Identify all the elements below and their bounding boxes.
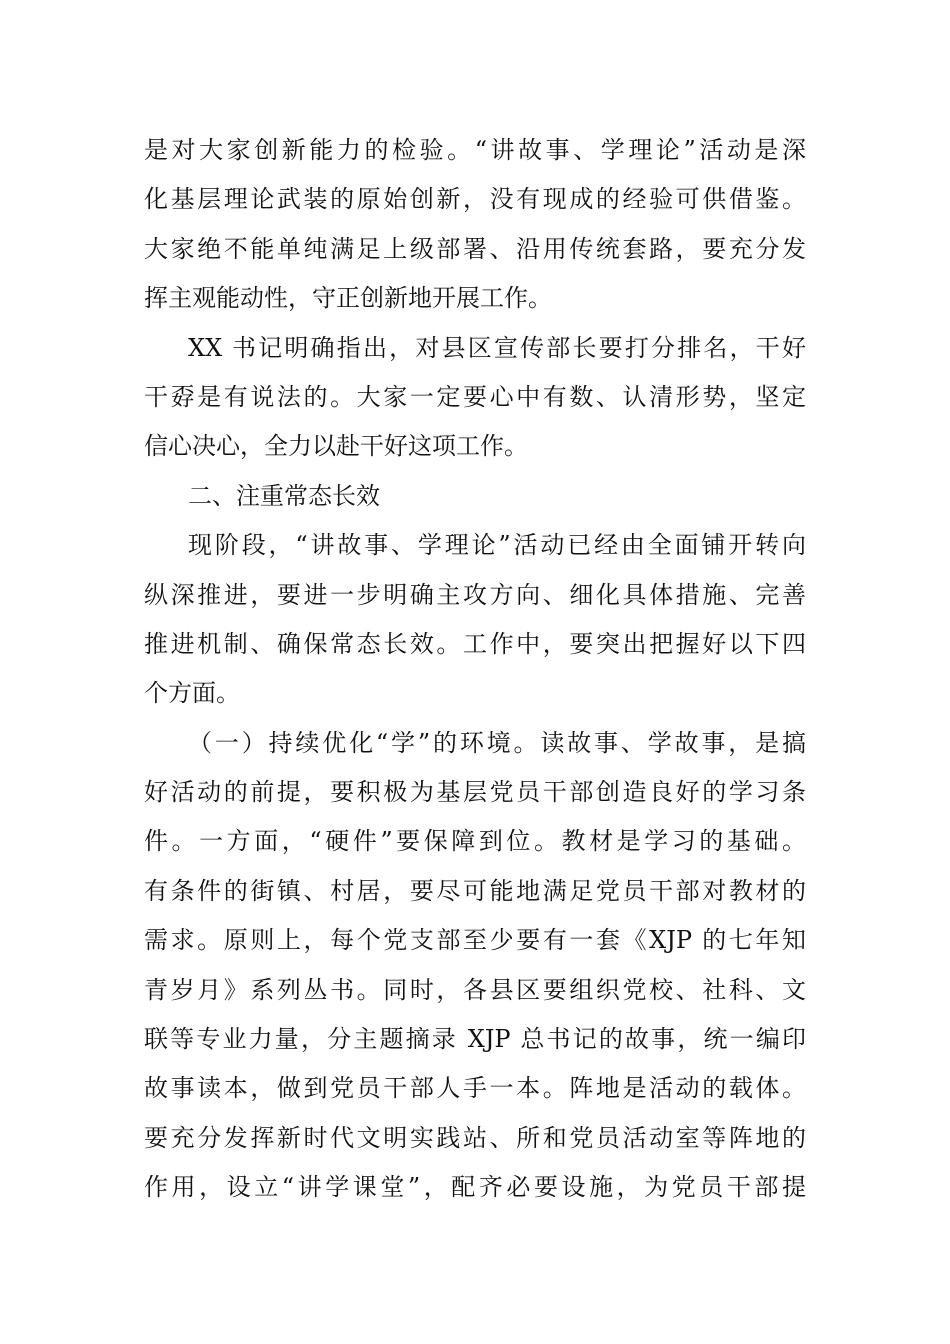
paragraph-line: 好活动的前提，要积极为基层党员干部创造良好的学习条	[144, 778, 806, 807]
paragraph-line: 有条件的街镇、村居，要尽可能地满足党员干部对教材的	[144, 876, 806, 905]
section-heading: 二、注重常态长效	[188, 481, 380, 510]
paragraph-line: 纵深推进，要进一步明确主攻方向、细化具体措施、完善	[144, 580, 806, 609]
paragraph-line: 作用，设立“讲学课堂”，配齐必要设施，为党员干部提	[144, 1173, 806, 1202]
paragraph-line: 推进机制、确保常态长效。工作中，要突出把握好以下四	[144, 629, 806, 658]
paragraph-line: 化基层理论武装的原始创新，没有现成的经验可供借鉴。	[144, 185, 806, 214]
paragraph-line: 青岁月》系列丛书。同时，各县区要组织党校、社科、文	[144, 975, 806, 1004]
paragraph-line: （一）持续优化“学”的环境。读故事、学故事，是搞	[188, 728, 806, 757]
paragraph-line: 挥主观能动性，守正创新地开展工作。	[144, 284, 552, 313]
document-body	[144, 126, 806, 1213]
paragraph-line: 件。一方面，“硬件”要保障到位。教材是学习的基础。	[144, 827, 806, 856]
paragraph-line: 联等专业力量，分主题摘录 XJP 总书记的故事，统一编印	[144, 1025, 806, 1054]
paragraph-line: 故事读本，做到党员干部人手一本。阵地是活动的载体。	[144, 1074, 806, 1103]
paragraph-line: 现阶段，“讲故事、学理论”活动已经由全面铺开转向	[188, 531, 806, 560]
paragraph-line: 需求。原则上，每个党支部至少要有一套《XJP 的七年知	[144, 926, 806, 955]
paragraph-line: 个方面。	[144, 679, 240, 708]
paragraph-line: 信心决心，全力以赴干好这项工作。	[144, 432, 528, 461]
paragraph-line: 要充分发挥新时代文明实践站、所和党员活动室等阵地的	[144, 1123, 806, 1152]
paragraph-line: XX 书记明确指出，对县区宣传部长要打分排名，干好	[188, 333, 806, 362]
paragraph-line: 大家绝不能单纯满足上级部署、沿用传统套路，要充分发	[144, 234, 806, 263]
paragraph-line: 是对大家创新能力的检验。“讲故事、学理论”活动是深	[144, 136, 806, 164]
paragraph-line: 干孬是有说法的。大家一定要心中有数、认清形势，坚定	[144, 382, 806, 411]
